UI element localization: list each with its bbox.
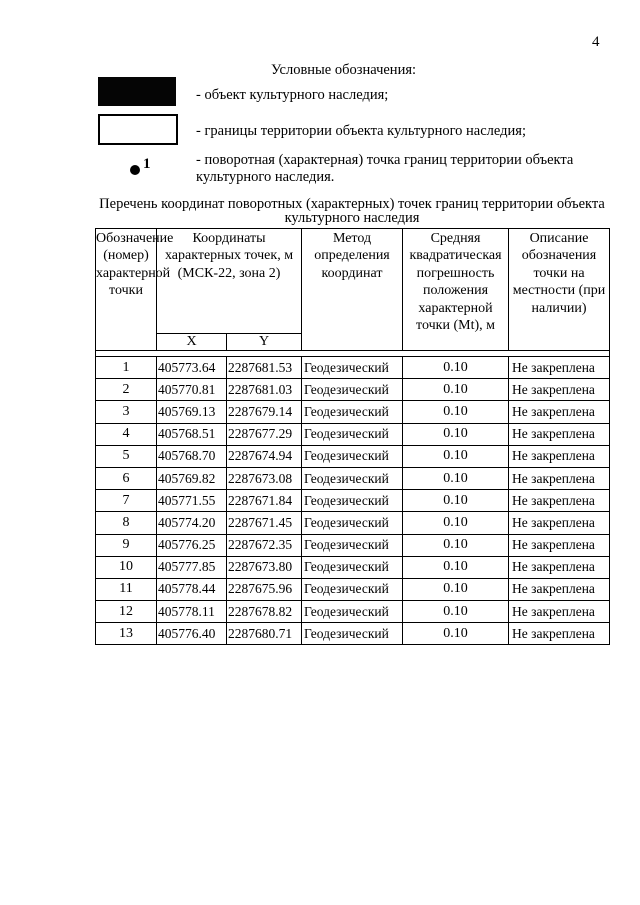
cell-point-number: 10: [96, 556, 157, 578]
legend-turning-point-symbol: [130, 156, 152, 180]
cell-error: 0.10: [403, 512, 509, 534]
cell-y: 2287671.45: [227, 512, 302, 534]
cell-error: 0.10: [403, 490, 509, 512]
cell-y: 2287679.14: [227, 401, 302, 423]
cell-x: 405778.44: [157, 578, 227, 600]
point-dot-icon: [130, 165, 140, 175]
cell-x: 405771.55: [157, 490, 227, 512]
cell-description: Не закреплена: [509, 401, 610, 423]
cell-y: 2287673.80: [227, 556, 302, 578]
cell-method: Геодезический: [302, 357, 403, 379]
legend-item-territory-border: - границы территории объекта культурного наследия;: [196, 123, 526, 139]
cell-method: Геодезический: [302, 601, 403, 623]
table-row: [96, 534, 610, 556]
cell-y: 2287674.94: [227, 445, 302, 467]
cell-error: 0.10: [403, 467, 509, 489]
cell-point-number: 9: [96, 534, 157, 556]
cell-method: Геодезический: [302, 379, 403, 401]
header-y: Y: [227, 334, 302, 351]
header-method: Метод определения координат: [302, 229, 403, 351]
cell-y: 2287671.84: [227, 490, 302, 512]
table-row: [96, 512, 610, 534]
cell-x: 405773.64: [157, 357, 227, 379]
cell-x: 405769.13: [157, 401, 227, 423]
table-row: [96, 601, 610, 623]
cell-description: Не закреплена: [509, 623, 610, 645]
cell-y: 2287680.71: [227, 623, 302, 645]
table-row: [96, 578, 610, 600]
cell-x: 405768.70: [157, 445, 227, 467]
cell-description: Не закреплена: [509, 578, 610, 600]
header-coordinates: Координаты характерных точек, м (МСК-22, зона 2): [157, 229, 302, 334]
cell-description: Не закреплена: [509, 490, 610, 512]
table-row: [96, 423, 610, 445]
cell-point-number: 12: [96, 601, 157, 623]
header-error: Средняя квадратическая погрешность положения характерной точки (Mt), м: [403, 229, 509, 351]
cell-x: 405774.20: [157, 512, 227, 534]
cell-error: 0.10: [403, 423, 509, 445]
cell-description: Не закреплена: [509, 467, 610, 489]
cell-error: 0.10: [403, 601, 509, 623]
cell-method: Геодезический: [302, 490, 403, 512]
legend-point-number: 1: [143, 156, 151, 172]
cell-description: Не закреплена: [509, 534, 610, 556]
cell-x: 405770.81: [157, 379, 227, 401]
table-row: [96, 490, 610, 512]
table-row: [96, 357, 610, 379]
legend-item-turning-point: - поворотная (характерная) точка границ территории объекта культурного наследия.: [196, 152, 574, 185]
cell-point-number: 13: [96, 623, 157, 645]
table-row: [96, 467, 610, 489]
cell-point-number: 4: [96, 423, 157, 445]
cell-x: 405769.82: [157, 467, 227, 489]
cell-description: Не закреплена: [509, 556, 610, 578]
cell-point-number: 7: [96, 490, 157, 512]
header-x: X: [157, 334, 227, 351]
table-row: [96, 379, 610, 401]
cell-error: 0.10: [403, 556, 509, 578]
cell-method: Геодезический: [302, 623, 403, 645]
cell-y: 2287675.96: [227, 578, 302, 600]
legend-cultural-object-symbol: [98, 77, 176, 106]
table-row: [96, 623, 610, 645]
table-title: Перечень координат поворотных (характерных) точек границ территории объекта культурного наследия: [99, 196, 605, 226]
cell-point-number: 8: [96, 512, 157, 534]
cell-description: Не закреплена: [509, 379, 610, 401]
cell-method: Геодезический: [302, 556, 403, 578]
cell-point-number: 5: [96, 445, 157, 467]
cell-point-number: 2: [96, 379, 157, 401]
table-row: [96, 401, 610, 423]
cell-error: 0.10: [403, 401, 509, 423]
cell-point-number: 6: [96, 467, 157, 489]
cell-x: 405776.40: [157, 623, 227, 645]
coordinates-table: [95, 228, 610, 645]
cell-x: 405777.85: [157, 556, 227, 578]
cell-description: Не закреплена: [509, 445, 610, 467]
cell-error: 0.10: [403, 578, 509, 600]
header-description: Описание обозначения точки на местности (при наличии): [509, 229, 610, 351]
cell-method: Геодезический: [302, 445, 403, 467]
cell-method: Геодезический: [302, 534, 403, 556]
cell-method: Геодезический: [302, 401, 403, 423]
cell-error: 0.10: [403, 379, 509, 401]
cell-x: 405776.25: [157, 534, 227, 556]
legend-territory-border-symbol: [98, 114, 178, 145]
cell-error: 0.10: [403, 357, 509, 379]
cell-method: Геодезический: [302, 423, 403, 445]
cell-point-number: 1: [96, 357, 157, 379]
cell-method: Геодезический: [302, 512, 403, 534]
cell-y: 2287673.08: [227, 467, 302, 489]
cell-error: 0.10: [403, 534, 509, 556]
cell-y: 2287672.35: [227, 534, 302, 556]
cell-method: Геодезический: [302, 467, 403, 489]
cell-description: Не закреплена: [509, 512, 610, 534]
table-row: [96, 556, 610, 578]
cell-y: 2287681.53: [227, 357, 302, 379]
page-number: 4: [592, 34, 600, 50]
cell-y: 2287681.03: [227, 379, 302, 401]
cell-point-number: 3: [96, 401, 157, 423]
cell-description: Не закреплена: [509, 601, 610, 623]
cell-y: 2287678.82: [227, 601, 302, 623]
cell-error: 0.10: [403, 623, 509, 645]
cell-description: Не закреплена: [509, 423, 610, 445]
cell-x: 405768.51: [157, 423, 227, 445]
cell-point-number: 11: [96, 578, 157, 600]
cell-description: Не закреплена: [509, 357, 610, 379]
legend-item-cultural-object: - объект культурного наследия;: [196, 87, 389, 103]
cell-x: 405778.11: [157, 601, 227, 623]
cell-method: Геодезический: [302, 578, 403, 600]
cell-error: 0.10: [403, 445, 509, 467]
legend-title: Условные обозначения:: [271, 62, 417, 78]
cell-y: 2287677.29: [227, 423, 302, 445]
table-row: [96, 445, 610, 467]
header-designation: Обозначение (номер) характерной точки: [96, 229, 157, 351]
